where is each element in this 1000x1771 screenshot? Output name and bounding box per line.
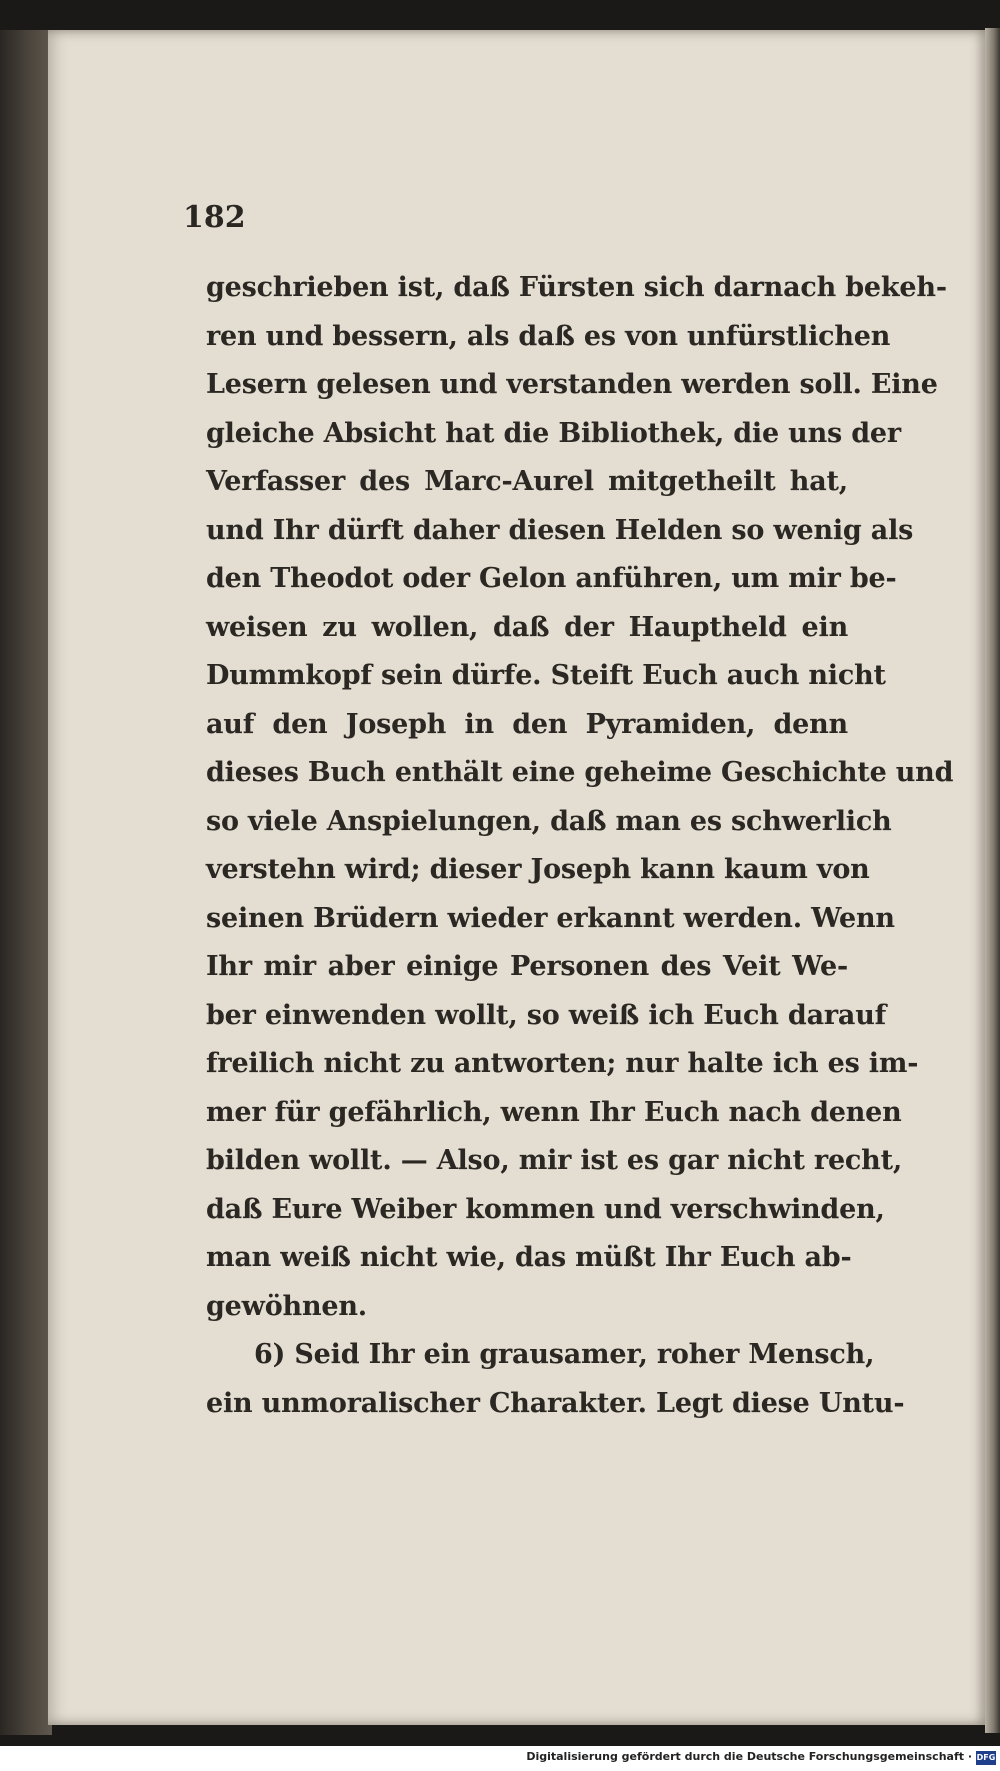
text-line: mer für gefährlich, wenn Ihr Euch nach denen xyxy=(206,1096,902,1128)
text-line: auf den Joseph in den Pyramiden, denn xyxy=(206,708,848,740)
text-line: ein unmoralischer Charakter. Legt diese Untu- xyxy=(206,1387,905,1419)
text-line: bilden wollt. — Also, mir ist es gar nicht recht, xyxy=(206,1145,903,1176)
text-line: geschrieben ist, daß Fürsten sich darnach bekeh- xyxy=(206,272,947,303)
text-line: den Theodot oder Gelon anführen, um mir be- xyxy=(206,563,897,594)
text-line: ber einwenden wollt, so weiß ich Euch darauf xyxy=(206,999,887,1031)
text-line: gleiche Absicht hat die Bibliothek, die uns der xyxy=(206,417,901,449)
text-line: Verfasser des Marc-Aurel mitgetheilt hat, xyxy=(206,466,848,497)
text-line: seinen Brüdern wieder erkannt werden. Wenn xyxy=(206,902,895,934)
book-page xyxy=(48,30,988,1725)
text-line: und Ihr dürft daher diesen Helden so wenig als xyxy=(206,514,914,546)
text-line: Dummkopf sein dürfe. Steift Euch auch nicht xyxy=(206,660,886,691)
text-line: verstehn wird; dieser Joseph kann kaum von xyxy=(206,854,870,885)
text-line: weisen zu wollen, daß der Hauptheld ein xyxy=(206,611,848,643)
text-line: ren und bessern, als daß es von unfürstlichen xyxy=(206,320,891,352)
book-binding-edge xyxy=(0,30,52,1735)
text-line: 6) Seid Ihr ein grausamer, roher Mensch, xyxy=(254,1339,875,1370)
dfg-logo-icon: DFG xyxy=(976,1751,996,1765)
digitization-footer xyxy=(0,1746,1000,1771)
book-page-edge xyxy=(985,28,1000,1733)
text-line: dieses Buch enthält eine geheime Geschichte und xyxy=(206,757,954,788)
page-number: 182 xyxy=(183,200,246,235)
funding-credit: Digitalisierung gefördert durch die Deutsche Forschungsgemeinschaft · xyxy=(526,1750,972,1763)
text-line: daß Eure Weiber kommen und verschwinden, xyxy=(206,1193,885,1225)
text-line: so viele Anspielungen, daß man es schwerlich xyxy=(206,805,892,837)
text-line: freilich nicht zu antworten; nur halte ich es im- xyxy=(206,1048,919,1079)
text-line: man weiß nicht wie, das müßt Ihr Euch ab- xyxy=(206,1242,852,1273)
page-text xyxy=(206,264,954,1428)
text-line: gewöhnen. xyxy=(206,1290,367,1322)
text-line: Ihr mir aber einige Personen des Veit We- xyxy=(206,951,848,982)
text-line: Lesern gelesen und verstanden werden soll. Eine xyxy=(206,369,938,400)
